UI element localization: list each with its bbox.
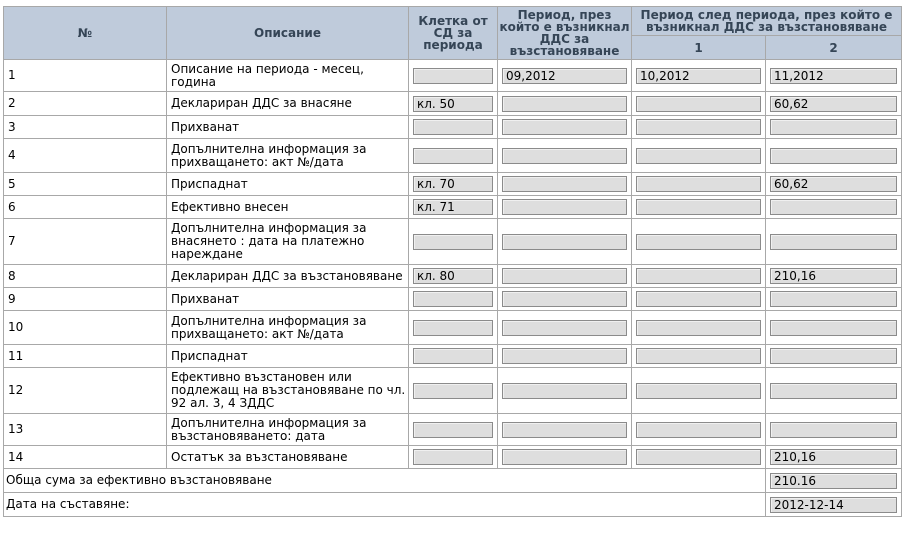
cell-field[interactable]: кл. 50 (413, 96, 493, 112)
header-sub-2: 2 (766, 36, 902, 60)
cell-field[interactable] (413, 422, 493, 438)
table-row (4, 219, 902, 265)
cell-field[interactable] (413, 68, 493, 84)
row-description: Описание на периода - месец, година (167, 60, 409, 92)
p-field[interactable] (502, 449, 627, 465)
p-field[interactable] (502, 422, 627, 438)
row-description: Ефективно внесен (167, 196, 409, 219)
a1-field[interactable] (636, 320, 761, 336)
a1-field[interactable]: 10,2012 (636, 68, 761, 84)
row-description: Деклариран ДДС за внасяне (167, 92, 409, 116)
header-cell: Клетка от СД за периода (409, 7, 498, 60)
cell-field[interactable] (413, 449, 493, 465)
p-field[interactable]: 09,2012 (502, 68, 627, 84)
p-field[interactable] (502, 199, 627, 215)
a2-field[interactable] (770, 348, 897, 364)
p-field[interactable] (502, 234, 627, 250)
a2-field[interactable] (770, 234, 897, 250)
row-description: Допълнителна информация за прихващането: акт №/дата (167, 311, 409, 345)
a2-field[interactable] (770, 320, 897, 336)
a1-field[interactable] (636, 119, 761, 135)
header-sub-1: 1 (632, 36, 766, 60)
cell-field[interactable] (413, 148, 493, 164)
cell-field[interactable] (413, 291, 493, 307)
a1-field[interactable] (636, 199, 761, 215)
total-label: Обща сума за ефективно възстановяване (4, 469, 766, 493)
a1-field[interactable] (636, 383, 761, 399)
cell-field[interactable] (413, 348, 493, 364)
p-field[interactable] (502, 176, 627, 192)
a1-field[interactable] (636, 268, 761, 284)
table-row (4, 92, 902, 116)
row-description: Допълнителна информация за възстановяването: дата (167, 414, 409, 446)
table-row (4, 196, 902, 219)
a2-field[interactable]: 11,2012 (770, 68, 897, 84)
table-row (4, 345, 902, 368)
row-number: 12 (4, 368, 167, 414)
row-description: Приспаднат (167, 345, 409, 368)
a1-field[interactable] (636, 96, 761, 112)
cell-field[interactable]: кл. 80 (413, 268, 493, 284)
a2-field[interactable] (770, 119, 897, 135)
table-row (4, 116, 902, 139)
table-row (4, 288, 902, 311)
row-number: 4 (4, 139, 167, 173)
header-number: № (4, 7, 167, 60)
header-description: Описание (167, 7, 409, 60)
row-number: 10 (4, 311, 167, 345)
table-row (4, 139, 902, 173)
table-row (4, 368, 902, 414)
row-number: 7 (4, 219, 167, 265)
row-description: Прихванат (167, 288, 409, 311)
row-number: 8 (4, 265, 167, 288)
row-number: 1 (4, 60, 167, 92)
table-row (4, 311, 902, 345)
p-field[interactable] (502, 148, 627, 164)
a2-field[interactable]: 210,16 (770, 268, 897, 284)
row-number: 14 (4, 446, 167, 469)
table-row (4, 446, 902, 469)
a2-field[interactable] (770, 199, 897, 215)
a2-field[interactable] (770, 148, 897, 164)
cell-field[interactable] (413, 119, 493, 135)
p-field[interactable] (502, 291, 627, 307)
p-field[interactable] (502, 320, 627, 336)
row-number: 3 (4, 116, 167, 139)
table-row (4, 414, 902, 446)
cell-field[interactable]: кл. 70 (413, 176, 493, 192)
row-description: Допълнителна информация за прихващането: акт №/дата (167, 139, 409, 173)
a1-field[interactable] (636, 234, 761, 250)
cell-field[interactable] (413, 234, 493, 250)
cell-field[interactable] (413, 320, 493, 336)
row-description: Допълнителна информация за внасянето : дата на платежно нареждане (167, 219, 409, 265)
table-row (4, 60, 902, 92)
p-field[interactable] (502, 383, 627, 399)
row-number: 13 (4, 414, 167, 446)
date-value-field[interactable]: 2012-12-14 (770, 497, 897, 513)
a2-field[interactable] (770, 383, 897, 399)
row-number: 11 (4, 345, 167, 368)
row-description: Деклариран ДДС за възстановяване (167, 265, 409, 288)
a2-field[interactable] (770, 291, 897, 307)
a1-field[interactable] (636, 148, 761, 164)
p-field[interactable] (502, 268, 627, 284)
a1-field[interactable] (636, 449, 761, 465)
a2-field[interactable]: 60,62 (770, 96, 897, 112)
cell-field[interactable]: кл. 71 (413, 199, 493, 215)
date-label: Дата на съставяне: (4, 493, 766, 517)
row-description: Остатък за възстановяване (167, 446, 409, 469)
table-row (4, 173, 902, 196)
row-number: 6 (4, 196, 167, 219)
p-field[interactable] (502, 348, 627, 364)
a1-field[interactable] (636, 348, 761, 364)
vat-refund-table (3, 6, 902, 517)
a1-field[interactable] (636, 176, 761, 192)
header-period: Период, през който е възникнал ДДС за възстановяване (499, 8, 630, 58)
row-number: 2 (4, 92, 167, 116)
a2-field[interactable] (770, 422, 897, 438)
row-number: 9 (4, 288, 167, 311)
table-row (4, 265, 902, 288)
row-description: Ефективно възстановен или подлежащ на възстановяване по чл. 92 ал. 3, 4 ЗДДС (167, 368, 409, 414)
a2-field[interactable]: 60,62 (770, 176, 897, 192)
row-description: Приспаднат (167, 173, 409, 196)
header-after-period: Период след периода, през който е възникнал ДДС за възстановяване (632, 7, 902, 36)
row-description: Прихванат (167, 116, 409, 139)
total-value-field[interactable]: 210.16 (770, 473, 897, 489)
a2-field[interactable]: 210,16 (770, 449, 897, 465)
p-field[interactable] (502, 96, 627, 112)
cell-field[interactable] (413, 383, 493, 399)
p-field[interactable] (502, 119, 627, 135)
a1-field[interactable] (636, 291, 761, 307)
a1-field[interactable] (636, 422, 761, 438)
row-number: 5 (4, 173, 167, 196)
